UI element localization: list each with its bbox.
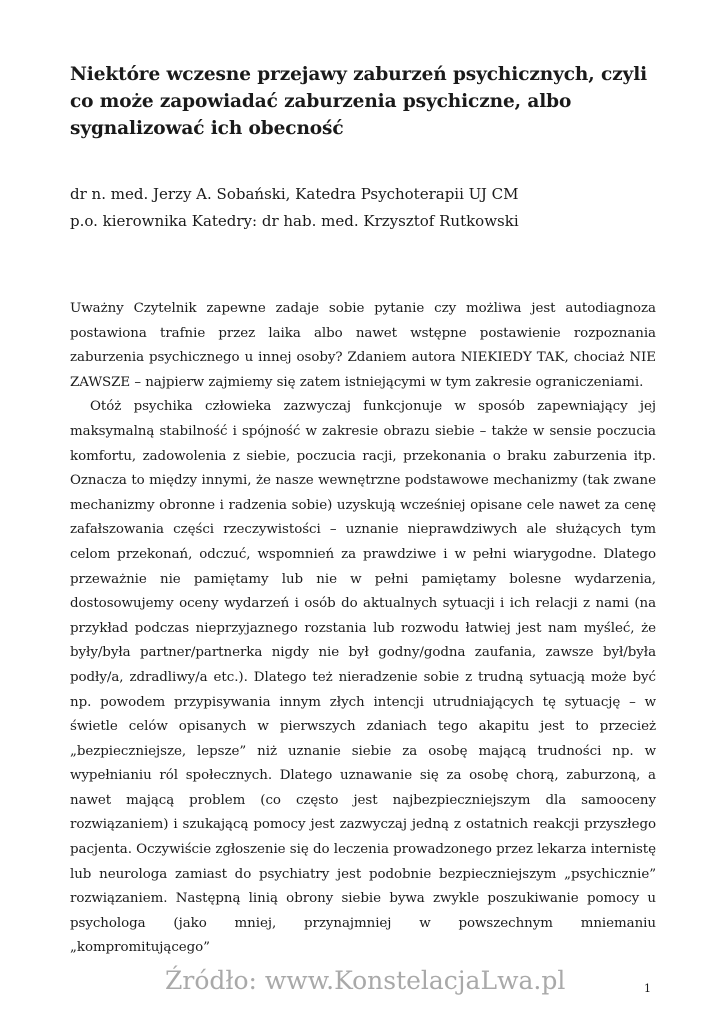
page-number: 1 [644, 982, 651, 995]
author-line: p.o. kierownika Katedry: dr hab. med. Krzysztof Rutkowski [70, 212, 519, 230]
author-line: dr n. med. Jerzy A. Sobański, Katedra Psychoterapii UJ CM [70, 185, 519, 203]
body-text [70, 297, 656, 961]
source-watermark: Źródło: www.KonstelacjaLwa.pl [165, 966, 566, 995]
paragraph: Otóż psychika człowieka zazwyczaj funkcjonuje w sposób zapewniający jej maksymalną stabilność i spójność w zakresie obrazu siebie – także w sensie poczucia komfortu, zadowolenia z siebie, poczucia racji, przekonania o braku zaburzenia itp. Oznacza to między innymi, że nasze wewnętrzne podstawowe mechanizmy (tak zwane mechanizmy obronne i radzenia sobie) uzyskują wcześniej opisane cele nawet za cenę zafałszowania części rzeczywistości – uznanie nieprawdziwych ale służących tym celom przekonań, odczuć, wspomnień za prawdziwe i w pełni wiarygodne. Dlatego przeważnie nie pamiętamy lub nie w pełni pamiętamy bolesne wydarzenia, dostosowujemy oceny wydarzeń i osób do aktualnych sytuacji i ich relacji z nami (na przykład podczas nieprzyjaznego rozstania lub rozwodu łatwiej jest nam myśleć, że były/była partner/partnerka nigdy nie był godny/godna zaufania, zawsze był/była podły/a, zdradliwy/a etc.). Dlatego też nieradzenie sobie z trudną sytuacją może być np. powodem przypisywania innym złych intencji utrudniających tę sytuację – w świetle celów opisanych w pierwszych zdaniach tego akapitu jest to przecież „bezpieczniejsze, lepsze” niż uznanie siebie za osobę mającą trudności np. w wypełnianiu ról społecznych. Dlatego uznawanie się za osobę chorą, zaburzoną, a nawet mającą problem (co często jest najbezpieczniejszym dla samooceny rozwiązaniem) i szukającą pomocy jest zazwyczaj jedną z ostatnich reakcji przyszłego pacjenta. Oczywiście zgłoszenie się do leczenia prowadzonego przez lekarza internistę lub neurologa zamiast do psychiatry jest podobnie bezpieczniejszym „psychicznie” rozwiązaniem. Następną linią obrony siebie bywa zwykle poszukiwanie pomocy u psychologa (jako mniej, przynajmniej w powszechnym mniemaniu „kompromitującego” [70, 399, 656, 956]
paragraph: Uważny Czytelnik zapewne zadaje sobie pytanie czy możliwa jest autodiagnoza postawiona trafnie przez laika albo nawet wstępne postawienie rozpoznania zaburzenia psychicznego u innej osoby? Zdaniem autora NIEKIEDY TAK, chociaż NIE ZAWSZE – najpierw zajmiemy się zatem istniejącymi w tym zakresie ograniczeniami. [70, 301, 656, 390]
page-title: Niektóre wczesne przejawy zaburzeń psychicznych, czyli co może zapowiadać zaburzenia psychiczne, albo sygnalizować ich obecność [70, 64, 648, 139]
author-block [70, 181, 670, 235]
